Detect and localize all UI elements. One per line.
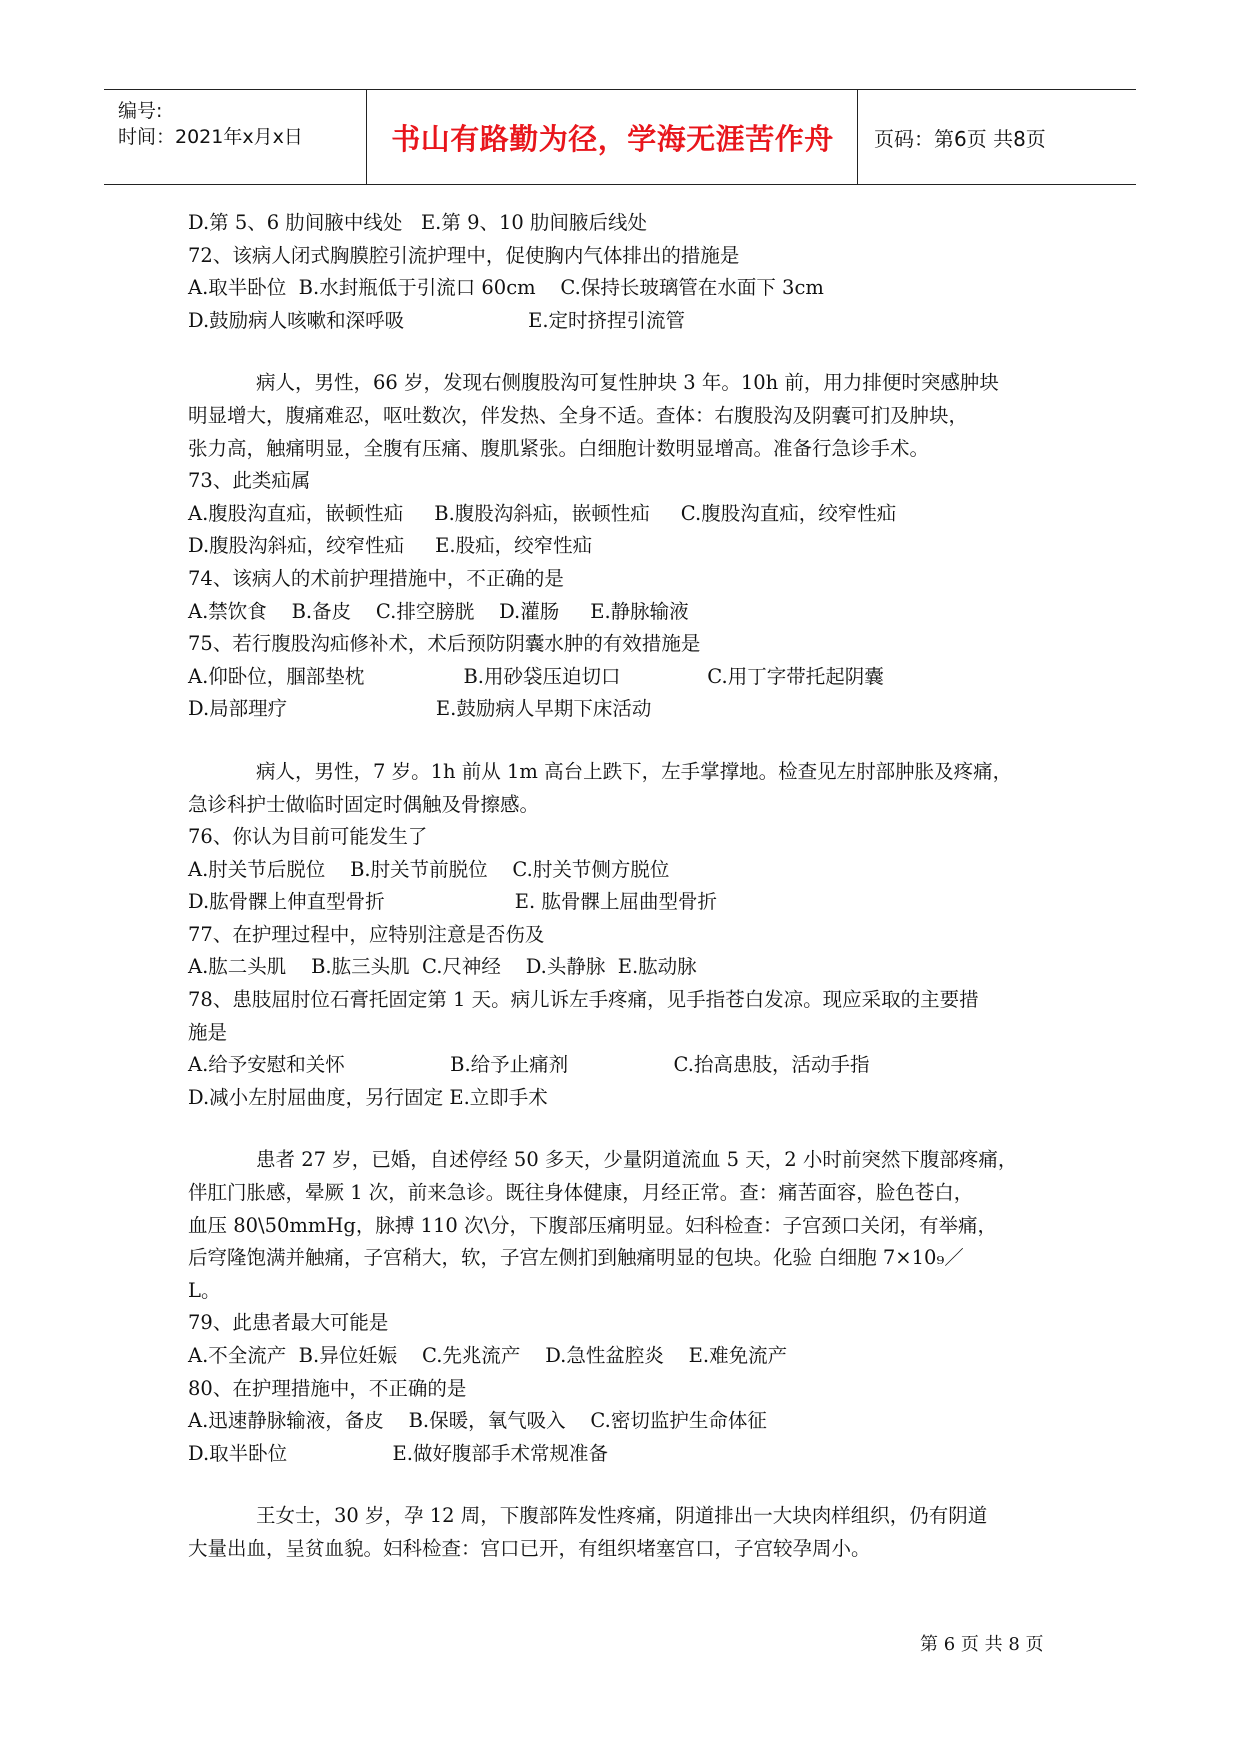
text-line: A.禁饮食 B.备皮 C.排空膀胱 D.灌肠 E.静脉输液 [188, 599, 689, 623]
document-body [188, 207, 1068, 1566]
paragraph-gap [188, 337, 1068, 367]
text-line: D.肱骨髁上伸直型骨折 E. 肱骨髁上屈曲型骨折 [188, 890, 717, 914]
number-label: 编号: [118, 100, 163, 122]
text-line: A.腹股沟直疝，嵌顿性疝 B.腹股沟斜疝，嵌顿性疝 C.腹股沟直疝，绞窄性疝 [188, 501, 897, 525]
text-line: D.减小左肘屈曲度，另行固定 E.立即手术 [188, 1085, 548, 1109]
text-line: 急诊科护士做临时固定时偶触及骨擦感。 [188, 792, 540, 816]
text-line: 80、在护理措施中，不正确的是 [188, 1376, 467, 1400]
text-line: D.局部理疗 E.鼓励病人早期下床活动 [188, 697, 652, 721]
text-line: A.取半卧位 B.水封瓶低于引流口 60cm C.保持长玻璃管在水面下 3cm [188, 276, 824, 300]
text-line: 后穹隆饱满并触痛，子宫稍大，软，子宫左侧扪到触痛明显的包块。化验 白细胞 7×10₉／ [188, 1246, 964, 1270]
text-line: A.仰卧位，腘部垫枕 B.用砂袋压迫切口 C.用丁字带托起阴囊 [188, 664, 884, 688]
text-line: 75、若行腹股沟疝修补术，术后预防阴囊水肿的有效措施是 [188, 632, 701, 656]
text-line: A.给予安慰和关怀 B.给予止痛剂 C.抬高患肢，活动手指 [188, 1053, 870, 1077]
text-line: 血压 80\50mmHg，脉搏 110 次\分，下腹部压痛明显。妇科检查：子宫颈口关闭，有举痛， [188, 1213, 998, 1237]
text-line: 79、此患者最大可能是 [188, 1311, 389, 1335]
text-line: D.鼓励病人咳嗽和深呼吸 E.定时挤捏引流管 [188, 308, 686, 332]
text-line: A.肘关节后脱位 B.肘关节前脱位 C.肘关节侧方脱位 [188, 857, 670, 881]
text-line: 病人，男性，7 岁。1h 前从 1m 高台上跌下，左手掌撑地。检查见左肘部肿胀及疼痛， [256, 759, 1013, 783]
text-line: D.取半卧位 E.做好腹部手术常规准备 [188, 1441, 608, 1465]
text-line: A.不全流产 B.异位妊娠 C.先兆流产 D.急性盆腔炎 E.难免流产 [188, 1344, 788, 1367]
page-header [104, 89, 1136, 185]
text-line: 伴肛门胀感，晕厥 1 次，前来急诊。既往身体健康，月经正常。查：痛苦面容，脸色苍白， [188, 1181, 974, 1205]
time-label: 时间：2021年x月x日 [118, 126, 303, 148]
header-motto: 书山有路勤为径，学海无涯苦作舟 [368, 90, 858, 184]
header-page-label: 页码：第6页 共8页 [874, 126, 1046, 151]
paragraph-gap [188, 726, 1068, 756]
text-line: 大量出血，呈贫血貌。妇科检查：宫口已开，有组织堵塞宫口，子宫较孕周小。 [188, 1536, 871, 1560]
text-line: L。 [188, 1278, 221, 1302]
text-line: 施是 [188, 1020, 228, 1044]
text-line: 张力高，触痛明显，全腹有压痛、腹肌紧张。白细胞计数明显增高。准备行急诊手术。 [188, 436, 930, 460]
text-line: 王女士，30 岁，孕 12 周，下腹部阵发性疼痛，阴道排出一大块肉样组织，仍有阴道 [256, 1504, 988, 1528]
paragraph-gap [188, 1470, 1068, 1500]
header-info-cell [104, 90, 367, 184]
text-line: 72、该病人闭式胸膜腔引流护理中，促使胸内气体排出的措施是 [188, 243, 740, 267]
text-line: A.肱二头肌 B.肱三头肌 C.尺神经 D.头静脉 E.肱动脉 [188, 955, 697, 979]
text-line: D.腹股沟斜疝，绞窄性疝 E.股疝，绞窄性疝 [188, 534, 593, 558]
text-line: D.第 5、6 肋间腋中线处 E.第 9、10 肋间腋后线处 [188, 211, 647, 234]
text-line: 明显增大，腹痛难忍，呕吐数次，伴发热、全身不适。查体：右腹股沟及阴囊可扪及肿块， [188, 403, 969, 427]
text-line: 患者 27 岁，已婚，自述停经 50 多天，少量阴道流血 5 天，2 小时前突然下腹部疼痛， [256, 1148, 1018, 1172]
text-line: 病人，男性，66 岁，发现右侧腹股沟可复性肿块 3 年。10h 前，用力排便时突感肿块 [256, 371, 999, 395]
paragraph-gap [188, 1114, 1068, 1144]
text-line: 73、此类疝属 [188, 469, 311, 493]
text-line: 74、该病人的术前护理措施中，不正确的是 [188, 566, 564, 590]
page-footer: 第 6 页 共 8 页 [920, 1634, 1044, 1655]
text-line: 77、在护理过程中，应特别注意是否伤及 [188, 922, 545, 946]
text-line: A.迅速静脉输液，备皮 B.保暖，氧气吸入 C.密切监护生命体征 [188, 1409, 767, 1433]
text-line: 78、患肢屈肘位石膏托固定第 1 天。病儿诉左手疼痛，见手指苍白发凉。现应采取的主要措 [188, 988, 979, 1012]
text-line: 76、你认为目前可能发生了 [188, 825, 428, 849]
